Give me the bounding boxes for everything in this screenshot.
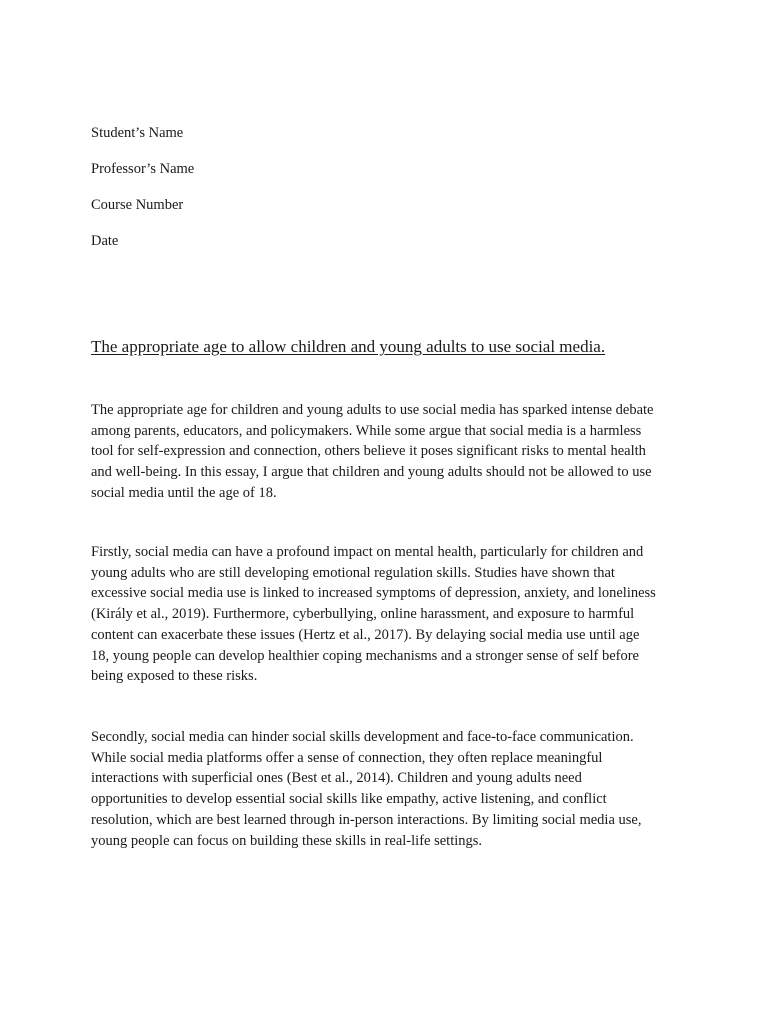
paragraph-social-skills: [91, 727, 691, 851]
course-number: Course Number: [91, 197, 184, 213]
paragraph-line: 18, young people can develop healthier coping mechanisms and a stronger sense of self before: [91, 647, 639, 664]
essay-title: The appropriate age to allow children and young adults to use social media.: [91, 337, 606, 356]
paragraph-line: resolution, which are best learned through in-person interactions. By limiting social media use,: [91, 811, 642, 828]
paragraph-line: being exposed to these risks.: [91, 668, 258, 685]
paragraph-line: excessive social media use is linked to increased symptoms of depression, anxiety, and loneliness: [91, 585, 656, 602]
paragraph-line: social media until the age of 18.: [91, 484, 277, 501]
professor-name: Professor’s Name: [91, 161, 195, 177]
paragraph-line: young people can focus on building these skills in real-life settings.: [91, 832, 483, 849]
paragraph-mental-health: [91, 542, 691, 687]
paragraph-line: Secondly, social media can hinder social skills development and face-to-face communication.: [91, 729, 634, 745]
paragraph-line: (Király et al., 2019). Furthermore, cyberbullying, online harassment, and exposure to harmful: [91, 606, 635, 623]
student-name: Student’s Name: [91, 125, 184, 141]
paragraph-line: content can exacerbate these issues (Hertz et al., 2017). By delaying social media use until age: [91, 626, 640, 643]
paragraph-line: interactions with superficial ones (Best et al., 2014). Children and young adults need: [91, 770, 582, 787]
paragraph-line: The appropriate age for children and young adults to use social media has sparked intense debate: [91, 402, 654, 418]
paragraph-line: Firstly, social media can have a profound impact on mental health, particularly for children and: [91, 544, 644, 560]
paragraph-line: young adults who are still developing emotional regulation skills. Studies have shown that: [91, 564, 615, 581]
paragraph-line: among parents, educators, and policymakers. While some argue that social media is a harmless: [91, 422, 642, 439]
paragraph-line: opportunities to develop essential social skills like empathy, active listening, and conflict: [91, 791, 607, 808]
paragraph-line: While social media platforms offer a sense of connection, they often replace meaningful: [91, 749, 603, 766]
paragraph-line: tool for self-expression and connection, others believe it poses significant risks to mental health: [91, 443, 646, 460]
paragraph-intro: [91, 400, 691, 504]
paragraph-line: and well-being. In this essay, I argue that children and young adults should not be allowed to use: [91, 464, 652, 481]
date: Date: [91, 233, 119, 249]
